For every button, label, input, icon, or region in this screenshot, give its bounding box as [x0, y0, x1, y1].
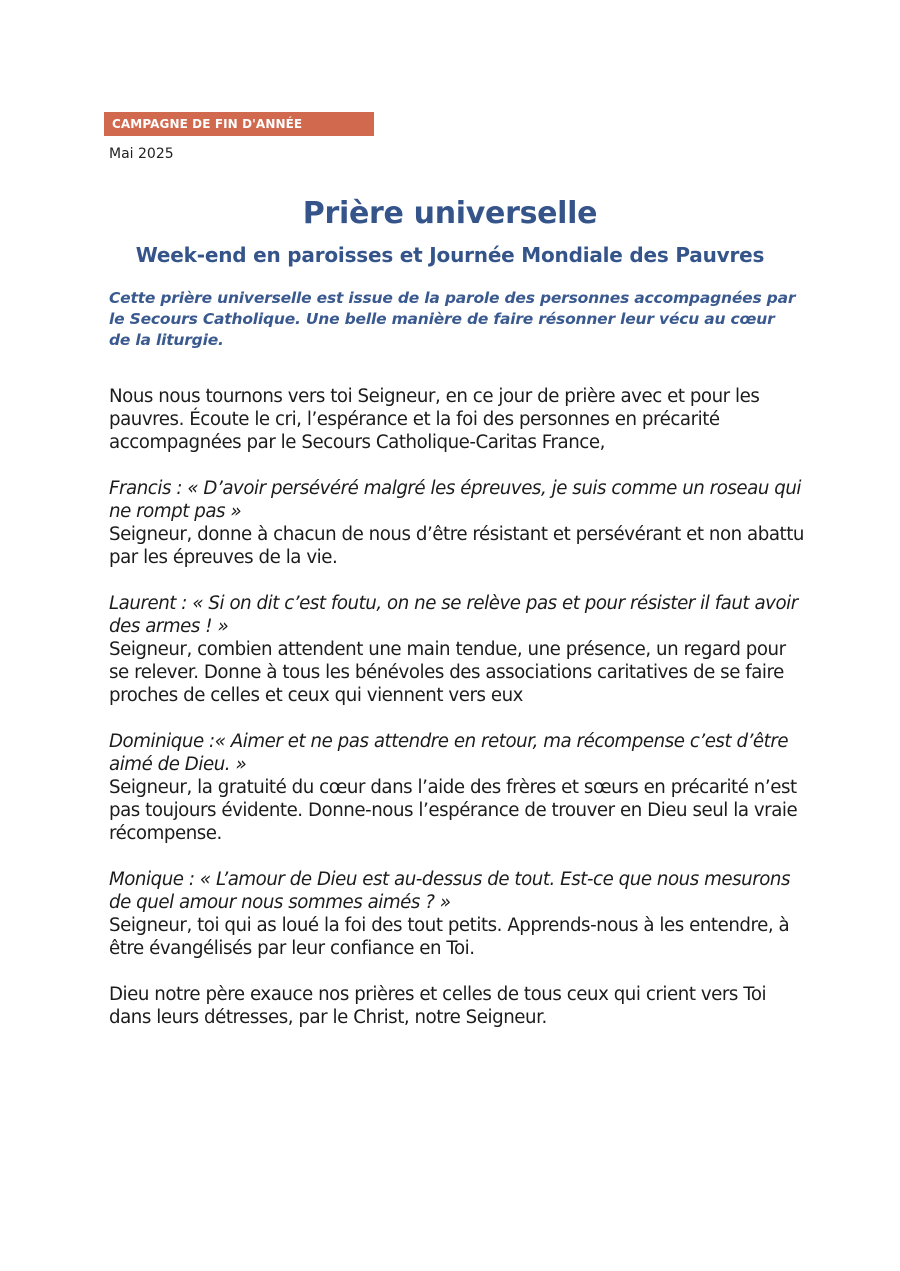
intention-quote: Laurent : « Si on dit c’est foutu, on ne se relève pas et pour résister il faut avoir des armes ! » — [109, 593, 798, 637]
intention-francis — [109, 477, 809, 569]
intention-monique — [109, 868, 809, 960]
page-title: Prière universelle — [302, 196, 598, 231]
intention-response: Seigneur, toi qui as loué la foi des tout petits. Apprends-nous à les entendre, à être évangélisés par leur confiance en Toi. — [109, 915, 790, 959]
intention-response: Seigneur, la gratuité du cœur dans l’aide des frères et sœurs en précarité n’est pas toujours évidente. Donne-nous l’espérance de trouver en Dieu seul la vraie récompense. — [109, 777, 798, 844]
opening-paragraph: Nous nous tournons vers toi Seigneur, en ce jour de prière avec et pour les pauvres. Écoute le cri, l’espérance et la foi des personnes en précarité accompagnées par le Secours Catholique-Caritas France, — [109, 386, 760, 453]
intention-dominique — [109, 730, 809, 845]
intention-quote: Monique : « L’amour de Dieu est au-dessus de tout. Est-ce que nous mesurons de quel amour nous sommes aimés ? » — [109, 869, 791, 913]
intention-response: Seigneur, donne à chacun de nous d’être résistant et persévérant et non abattu par les épreuves de la vie. — [109, 524, 804, 568]
prayer-body — [109, 385, 809, 1052]
closing-paragraph: Dieu notre père exauce nos prières et celles de tous ceux qui crient vers Toi dans leurs détresses, par le Christ, notre Seigneur. — [109, 984, 767, 1028]
intro-paragraph: Cette prière universelle est issue de la parole des personnes accompagnées par le Secours Catholique. Une belle manière de faire résonner leur vécu au cœur de la liturgie. — [109, 289, 796, 349]
intention-response: Seigneur, combien attendent une main tendue, une présence, un regard pour se relever. Donne à tous les bénévoles des associations caritatives de se faire proches de celles et ceux qui viennent vers eux — [109, 639, 786, 706]
intention-quote: Dominique :« Aimer et ne pas attendre en retour, ma récompense c’est d’être aimé de Dieu. » — [109, 731, 789, 775]
intention-quote: Francis : « D’avoir persévéré malgré les épreuves, je suis comme un roseau qui ne rompt pas » — [109, 478, 802, 522]
intention-laurent — [109, 592, 809, 707]
document-date: Mai 2025 — [109, 146, 174, 162]
campaign-banner: CAMPAGNE DE FIN D'ANNÉE — [104, 112, 374, 136]
page-subtitle: Week-end en paroisses et Journée Mondiale des Pauvres — [135, 243, 765, 267]
